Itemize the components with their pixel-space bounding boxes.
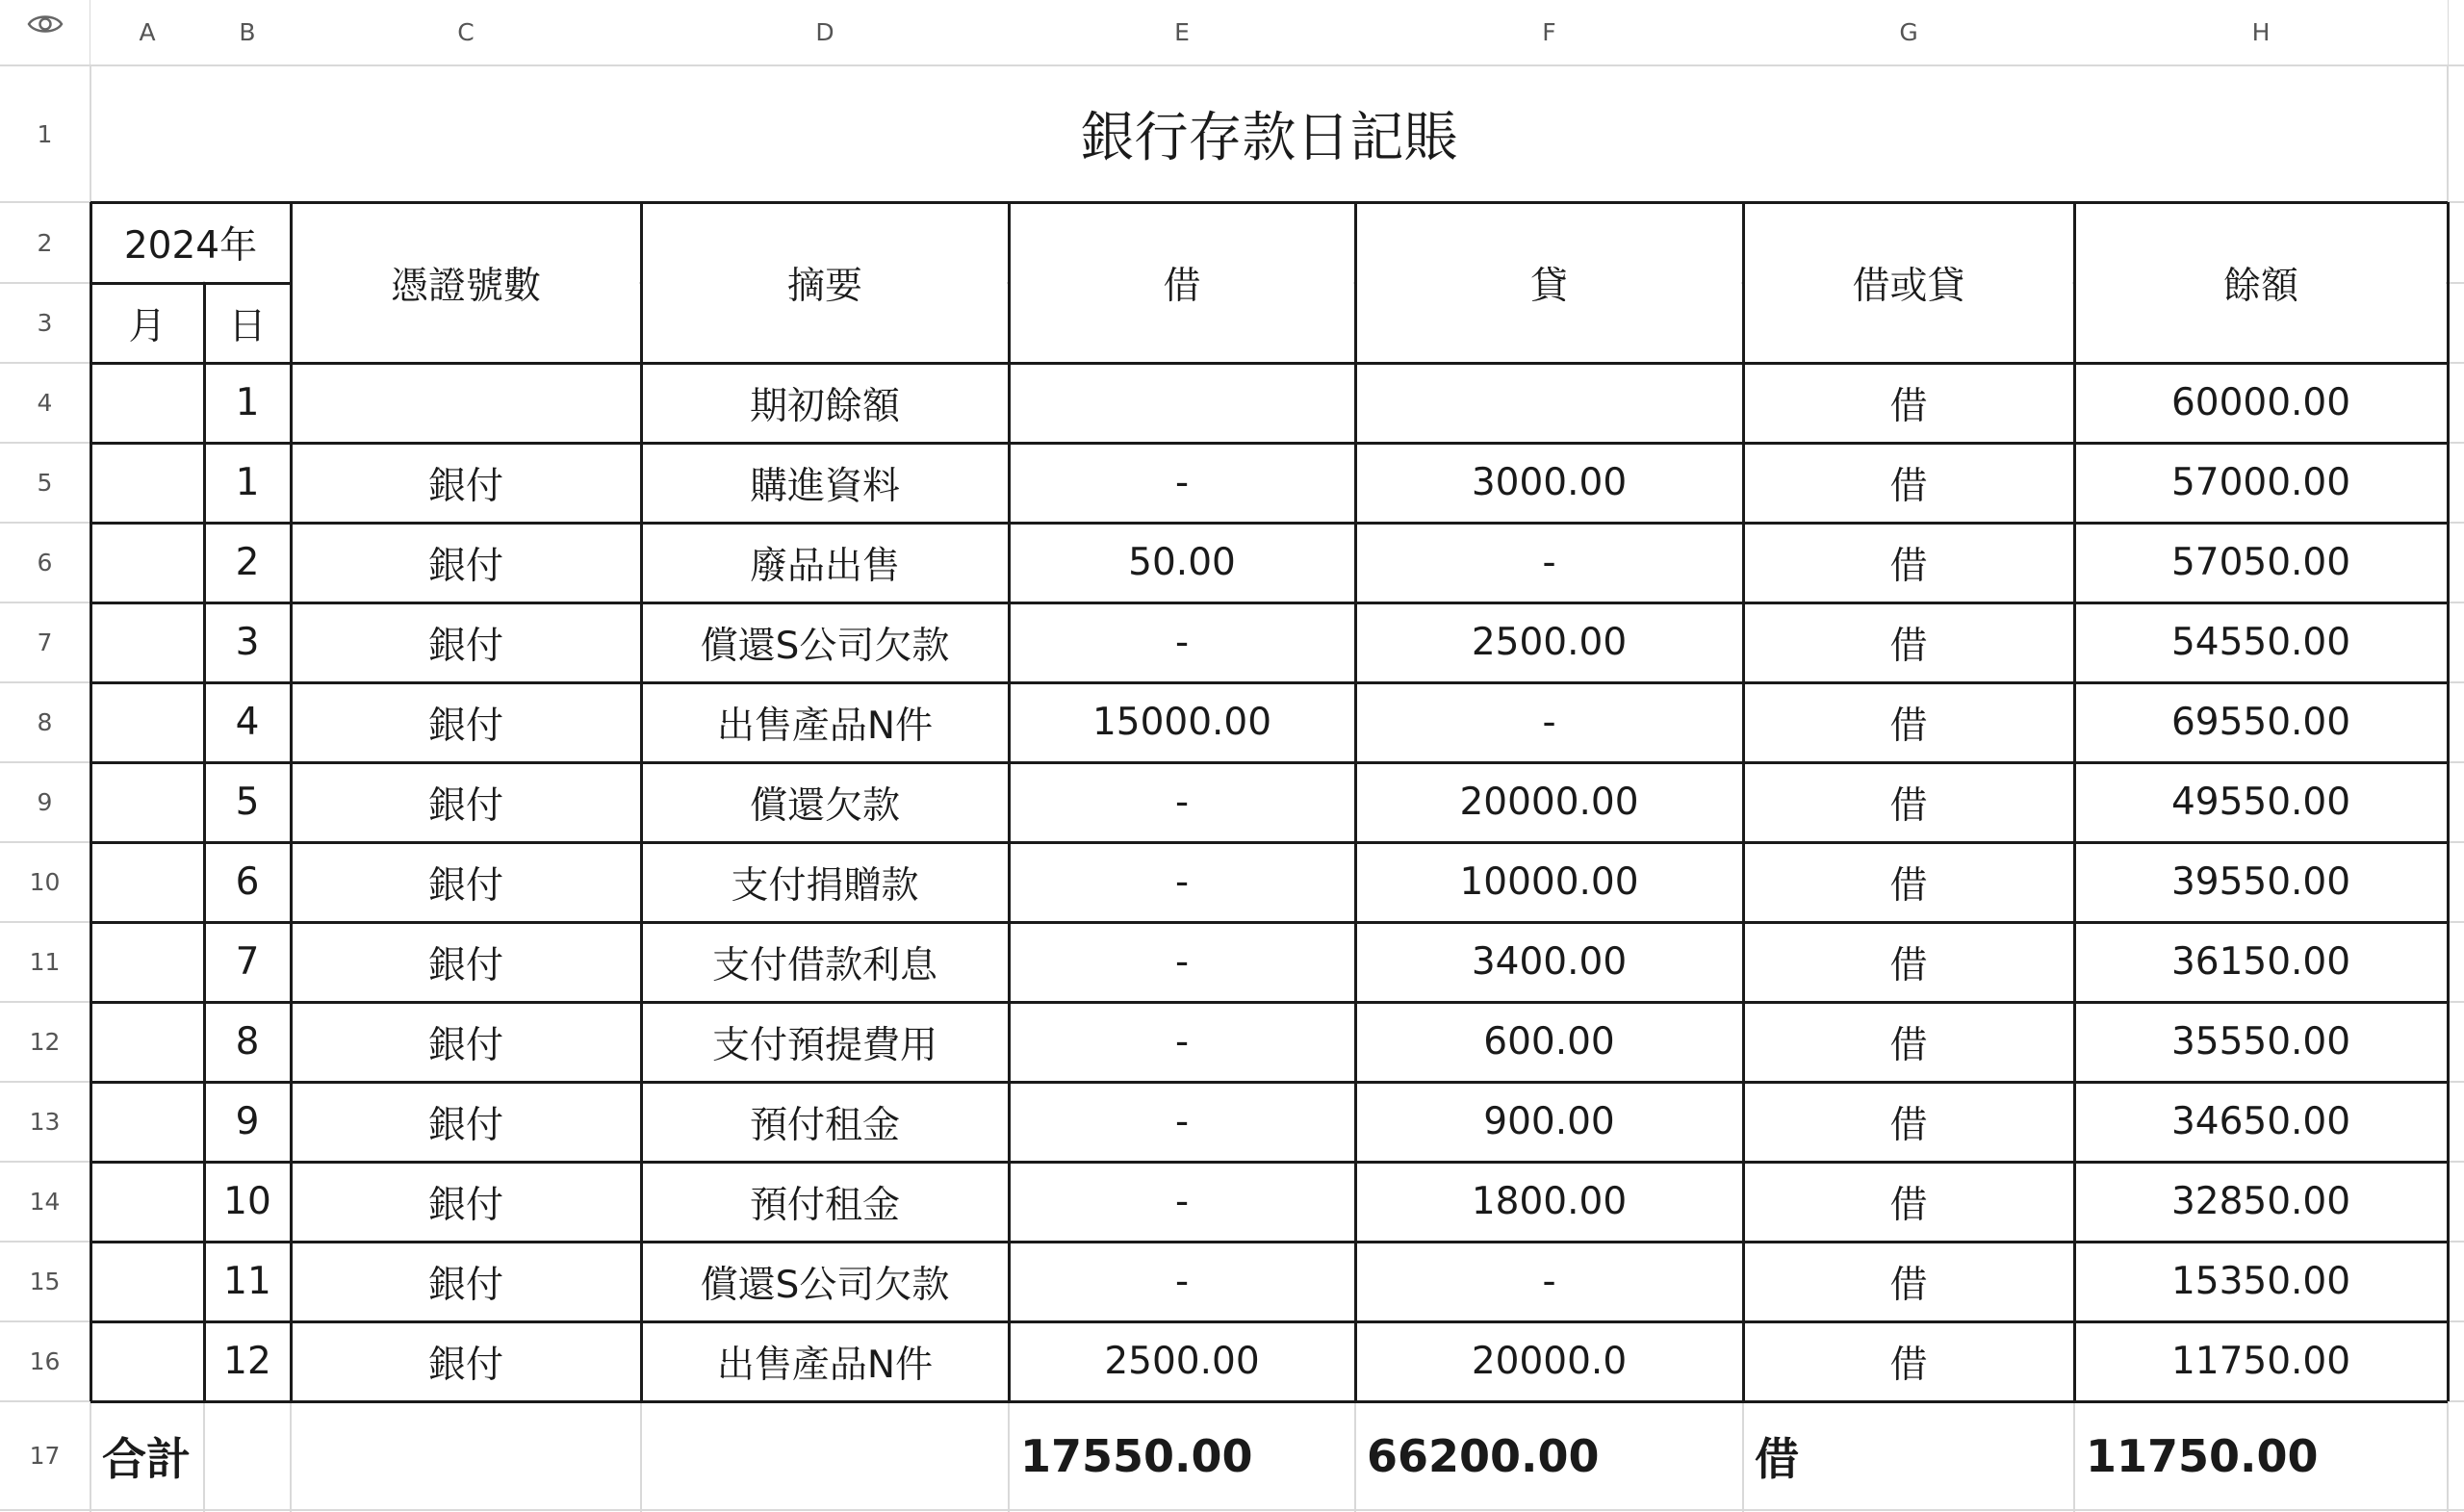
table-border — [90, 1241, 2448, 1243]
cell-balance[interactable]: 34650.00 — [2170, 1100, 2351, 1143]
table-border — [90, 201, 2448, 204]
sheet-title[interactable]: 銀行存款日記賬 — [1080, 107, 1458, 169]
cell-debit[interactable]: - — [1174, 940, 1190, 984]
cell-credit[interactable]: 3400.00 — [1471, 940, 1628, 984]
cell-voucher[interactable]: 銀付 — [427, 624, 503, 668]
cell-credit[interactable]: 10000.00 — [1459, 860, 1639, 904]
cell-month[interactable] — [90, 1242, 204, 1321]
cell-credit[interactable]: 20000.00 — [1459, 781, 1639, 824]
cell-month[interactable] — [90, 523, 204, 602]
column-header-b[interactable]: B — [204, 0, 291, 64]
cell-summary[interactable]: 期初餘額 — [749, 384, 900, 428]
cell-month[interactable] — [90, 1082, 204, 1162]
column-header-c[interactable]: C — [291, 0, 641, 64]
table-border — [90, 921, 2448, 924]
column-header-f[interactable]: F — [1355, 0, 1743, 64]
header-summary[interactable]: 摘要 — [786, 264, 862, 308]
cell-month[interactable] — [90, 443, 204, 523]
cell-voucher[interactable] — [291, 363, 641, 443]
cell-summary[interactable]: 支付捐贈款 — [731, 863, 919, 908]
column-header-d[interactable]: D — [641, 0, 1009, 64]
row-header[interactable]: 10 — [0, 843, 90, 921]
cell-voucher[interactable]: 銀付 — [427, 863, 503, 908]
month-header[interactable]: 月 — [128, 304, 167, 348]
total-label[interactable]: 合計 — [102, 1432, 191, 1485]
table-border — [90, 522, 2448, 525]
cell-balance[interactable]: 32850.00 — [2170, 1180, 2351, 1223]
cell-debit[interactable]: 50.00 — [1128, 541, 1236, 584]
cell-month[interactable] — [90, 1162, 204, 1242]
row-header[interactable]: 13 — [0, 1083, 90, 1161]
cell-debit[interactable]: - — [1174, 621, 1190, 664]
cell-credit[interactable]: 2500.00 — [1471, 621, 1628, 664]
cell-credit[interactable]: 3000.00 — [1471, 461, 1628, 504]
cell-direction[interactable]: 借 — [1889, 943, 1928, 987]
table-border — [290, 202, 293, 1401]
cell-direction[interactable]: 借 — [1889, 1103, 1928, 1147]
cell-month[interactable] — [90, 762, 204, 842]
header-debit[interactable]: 借 — [1163, 264, 1201, 308]
table-border — [1354, 202, 1357, 1401]
header-direction[interactable]: 借或貸 — [1852, 264, 1965, 308]
row-header[interactable]: 15 — [0, 1243, 90, 1320]
cell-summary[interactable]: 償還S公司欠款 — [700, 1263, 950, 1307]
cell-debit[interactable]: - — [1174, 1180, 1190, 1223]
cell-day[interactable]: 12 — [223, 1340, 271, 1383]
cell-day[interactable]: 6 — [235, 860, 260, 904]
table-border — [90, 1320, 2448, 1323]
row-header[interactable]: 3 — [0, 284, 90, 362]
row-header[interactable]: 7 — [0, 603, 90, 681]
cell-direction[interactable]: 借 — [1889, 704, 1928, 748]
column-header-e[interactable]: E — [1009, 0, 1355, 64]
table-border — [203, 283, 206, 1401]
cell-month[interactable] — [90, 922, 204, 1002]
row-header[interactable]: 16 — [0, 1322, 90, 1400]
cell-day[interactable]: 2 — [235, 541, 260, 584]
cell-summary[interactable]: 購進資料 — [749, 464, 900, 508]
cell-voucher[interactable]: 銀付 — [427, 943, 503, 987]
cell-credit[interactable] — [1355, 363, 1743, 443]
cell-day[interactable]: 4 — [235, 701, 260, 744]
cell-voucher[interactable]: 銀付 — [427, 1343, 503, 1387]
column-header-a[interactable]: A — [90, 0, 204, 64]
cell-voucher[interactable]: 銀付 — [427, 1103, 503, 1147]
day-header[interactable]: 日 — [228, 304, 267, 348]
table-border — [1008, 202, 1011, 1401]
cell-balance[interactable]: 54550.00 — [2170, 621, 2351, 664]
cell-balance[interactable]: 49550.00 — [2170, 781, 2351, 824]
total-direction[interactable]: 借 — [1755, 1432, 1799, 1485]
column-header-g[interactable]: G — [1743, 0, 2074, 64]
table-border — [90, 282, 291, 285]
year-header[interactable]: 2024年 — [123, 224, 258, 268]
row-header[interactable]: 4 — [0, 364, 90, 442]
table-border — [1742, 202, 1745, 1401]
cell-direction[interactable]: 借 — [1889, 464, 1928, 508]
cell-debit[interactable]: - — [1174, 1020, 1190, 1064]
cell-debit[interactable]: - — [1174, 1100, 1190, 1143]
row-header[interactable]: 1 — [0, 66, 90, 201]
cell-summary[interactable]: 出售產品N件 — [716, 1343, 934, 1387]
row-header[interactable]: 9 — [0, 763, 90, 841]
cell-balance[interactable]: 15350.00 — [2170, 1260, 2351, 1303]
cell-day[interactable]: 8 — [235, 1020, 260, 1064]
cell-day[interactable]: 3 — [235, 621, 260, 664]
cell-day[interactable]: 1 — [235, 381, 260, 424]
header-voucher[interactable]: 憑證號數 — [390, 264, 541, 308]
cell-summary[interactable]: 支付預提費用 — [711, 1023, 937, 1067]
cell-month[interactable] — [90, 602, 204, 682]
cell-total-voucher[interactable] — [291, 1401, 641, 1510]
cell-credit[interactable]: - — [1542, 701, 1556, 744]
table-border — [90, 1001, 2448, 1004]
cell-direction[interactable]: 借 — [1889, 1343, 1928, 1387]
cell-summary[interactable]: 償還欠款 — [749, 783, 900, 828]
row-header[interactable]: 11 — [0, 923, 90, 1001]
cell-summary[interactable]: 償還S公司欠款 — [700, 624, 950, 668]
cell-debit[interactable]: - — [1174, 1260, 1190, 1303]
cell-direction[interactable]: 借 — [1889, 1183, 1928, 1227]
total-balance[interactable]: 11750.00 — [2086, 1429, 2319, 1482]
row-header[interactable]: 2 — [0, 203, 90, 282]
cell-voucher[interactable]: 銀付 — [427, 464, 503, 508]
column-header-h[interactable]: H — [2074, 0, 2448, 64]
cell-balance[interactable]: 11750.00 — [2170, 1340, 2351, 1383]
table-border — [640, 202, 643, 1401]
eye-icon[interactable] — [25, 4, 65, 44]
cell-month[interactable] — [90, 1321, 204, 1401]
total-debit[interactable]: 17550.00 — [1020, 1429, 1253, 1482]
cell-credit[interactable]: 600.00 — [1483, 1020, 1615, 1064]
cell-direction[interactable]: 借 — [1889, 1263, 1928, 1307]
cell-direction[interactable]: 借 — [1889, 1023, 1928, 1067]
row-header[interactable]: 5 — [0, 444, 90, 522]
row-header[interactable]: 12 — [0, 1003, 90, 1081]
cell-voucher[interactable]: 銀付 — [427, 1023, 503, 1067]
header-credit[interactable]: 貸 — [1529, 264, 1568, 308]
cell-day[interactable]: 1 — [235, 461, 260, 504]
cell-direction[interactable]: 借 — [1889, 384, 1928, 428]
row-header[interactable]: 6 — [0, 524, 90, 602]
cell-credit[interactable]: - — [1542, 1260, 1556, 1303]
table-border — [90, 362, 2448, 365]
cell-balance[interactable]: 69550.00 — [2170, 701, 2351, 744]
cell-balance[interactable]: 35550.00 — [2170, 1020, 2351, 1064]
cell-day[interactable]: 7 — [235, 940, 260, 984]
cell-voucher[interactable]: 銀付 — [427, 783, 503, 828]
cell-voucher[interactable]: 銀付 — [427, 1263, 503, 1307]
table-border — [90, 442, 2448, 445]
cell-day[interactable]: 10 — [223, 1180, 271, 1223]
cell-direction[interactable]: 借 — [1889, 783, 1928, 828]
cell-balance[interactable]: 57050.00 — [2170, 541, 2351, 584]
total-credit[interactable]: 66200.00 — [1367, 1429, 1600, 1482]
table-border — [90, 202, 92, 1401]
table-border — [2447, 202, 2450, 1401]
cell-direction[interactable]: 借 — [1889, 624, 1928, 668]
cell-total-summary[interactable] — [641, 1401, 1009, 1510]
cell-debit[interactable]: - — [1174, 781, 1190, 824]
table-border — [2073, 202, 2076, 1401]
cell-month[interactable] — [90, 682, 204, 762]
cell-voucher[interactable]: 銀付 — [427, 544, 503, 588]
row-header[interactable]: 8 — [0, 683, 90, 761]
cell-debit[interactable]: - — [1174, 860, 1190, 904]
table-border — [90, 602, 2448, 604]
cell-balance[interactable]: 36150.00 — [2170, 940, 2351, 984]
cell-day[interactable]: 9 — [235, 1100, 260, 1143]
cell-month[interactable] — [90, 363, 204, 443]
cell-summary[interactable]: 廢品出售 — [749, 544, 900, 588]
cell-day[interactable]: 11 — [223, 1260, 271, 1303]
cell-credit[interactable]: 900.00 — [1483, 1100, 1615, 1143]
cell-direction[interactable]: 借 — [1889, 863, 1928, 908]
cell-balance[interactable]: 57000.00 — [2170, 461, 2351, 504]
cell-debit[interactable] — [1009, 363, 1355, 443]
table-border — [90, 1400, 2448, 1403]
cell-debit[interactable]: 15000.00 — [1091, 701, 1272, 744]
cell-summary[interactable]: 預付租金 — [749, 1183, 900, 1227]
cell-summary[interactable]: 支付借款利息 — [711, 943, 937, 987]
cell-month[interactable] — [90, 842, 204, 922]
table-border — [90, 1081, 2448, 1084]
table-border — [90, 1161, 2448, 1164]
cell-summary[interactable]: 出售產品N件 — [716, 704, 934, 748]
cell-balance[interactable]: 39550.00 — [2170, 860, 2351, 904]
table-border — [90, 681, 2448, 684]
table-border — [90, 761, 2448, 764]
cell-credit[interactable]: 1800.00 — [1471, 1180, 1628, 1223]
table-border — [90, 841, 2448, 844]
cell-day[interactable]: 5 — [235, 781, 260, 824]
cell-summary[interactable]: 預付租金 — [749, 1103, 900, 1147]
header-balance[interactable]: 餘額 — [2222, 264, 2298, 308]
row-header[interactable]: 14 — [0, 1163, 90, 1241]
cell-voucher[interactable]: 銀付 — [427, 704, 503, 748]
cell-debit[interactable]: - — [1174, 461, 1190, 504]
cell-credit[interactable]: 20000.0 — [1471, 1340, 1628, 1383]
cell-credit[interactable]: - — [1542, 541, 1556, 584]
row-header[interactable]: 17 — [0, 1402, 90, 1509]
cell-voucher[interactable]: 銀付 — [427, 1183, 503, 1227]
cell-month[interactable] — [90, 1002, 204, 1082]
cell-debit[interactable]: 2500.00 — [1104, 1340, 1260, 1383]
cell-balance[interactable]: 60000.00 — [2170, 381, 2351, 424]
cell-direction[interactable]: 借 — [1889, 544, 1928, 588]
